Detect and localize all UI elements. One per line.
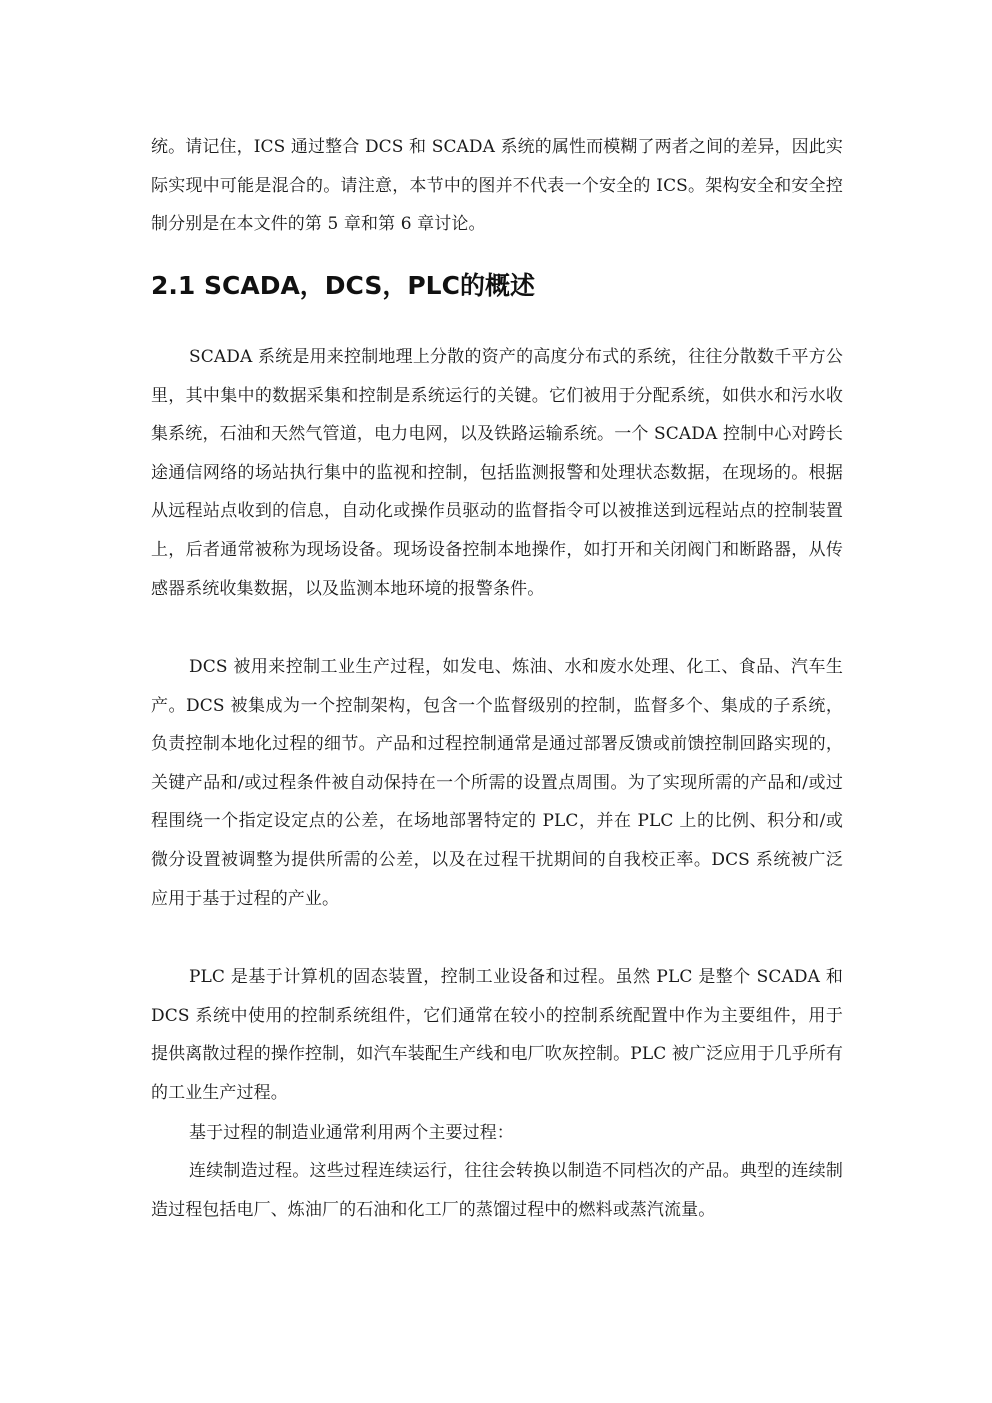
scada-paragraph: SCADA 系统是用来控制地理上分散的资产的高度分布式的系统，往往分散数千平方公里，其中集中的数据采集和控制是系统运行的关键。它们被用于分配系统，如供水和污水收集系统，石油和天然气管道，电力电网，以及铁路运输系统。一个 SCADA 控制中心对跨长途通信网络的场站执行集中的监视和控制，包括监测报警和处理状态数据，在现场的。根据从远程站点收到的信息，自动化或操作员驱动的监督指令可以被推送到远程站点的控制装置上，后者通常被称为现场设备。现场设备控制本地操作，如打开和关闭阀门和断路器，从传感器系统收集数据，以及监测本地环境的报警条件。 xyxy=(151,347,843,599)
section-heading: 2.1 SCADA，DCS，PLC的概述 xyxy=(151,271,535,300)
continuous-process-paragraph: 连续制造过程。这些过程连续运行，往往会转换以制造不同档次的产品。典型的连续制造过程包括电厂、炼油厂的石油和化工厂的蒸馏过程中的燃料或蒸汽流量。 xyxy=(151,1161,843,1220)
intro-paragraph: 统。请记住，ICS 通过整合 DCS 和 SCADA 系统的属性而模糊了两者之间的差异，因此实际实现中可能是混合的。请注意，本节中的图并不代表一个安全的 ICS。架构安全和安全控制分别是在本文件的第 5 章和第 6 章讨论。 xyxy=(151,137,843,235)
plc-paragraph: PLC 是基于计算机的固态装置，控制工业设备和过程。虽然 PLC 是整个 SCADA 和 DCS 系统中使用的控制系统组件，它们通常在较小的控制系统配置中作为主要组件，用于提供离散过程的操作控制，如汽车装配生产线和电厂吹灰控制。PLC 被广泛应用于几乎所有的工业生产过程。 xyxy=(151,967,843,1103)
dcs-paragraph: DCS 被用来控制工业生产过程，如发电、炼油、水和废水处理、化工、食品、汽车生产。DCS 被集成为一个控制架构，包含一个监督级别的控制，监督多个、集成的子系统，负责控制本地化过程的细节。产品和过程控制通常是通过部署反馈或前馈控制回路实现的，关键产品和/或过程条件被自动保持在一个所需的设置点周围。为了实现所需的产品和/或过程围绕一个指定设定点的公差，在场地部署特定的 PLC，并在 PLC 上的比例、积分和/或微分设置被调整为提供所需的公差，以及在过程干扰期间的自我校正率。DCS 系统被广泛应用于基于过程的产业。 xyxy=(151,657,843,909)
process-paragraph: 基于过程的制造业通常利用两个主要过程： xyxy=(189,1123,514,1143)
